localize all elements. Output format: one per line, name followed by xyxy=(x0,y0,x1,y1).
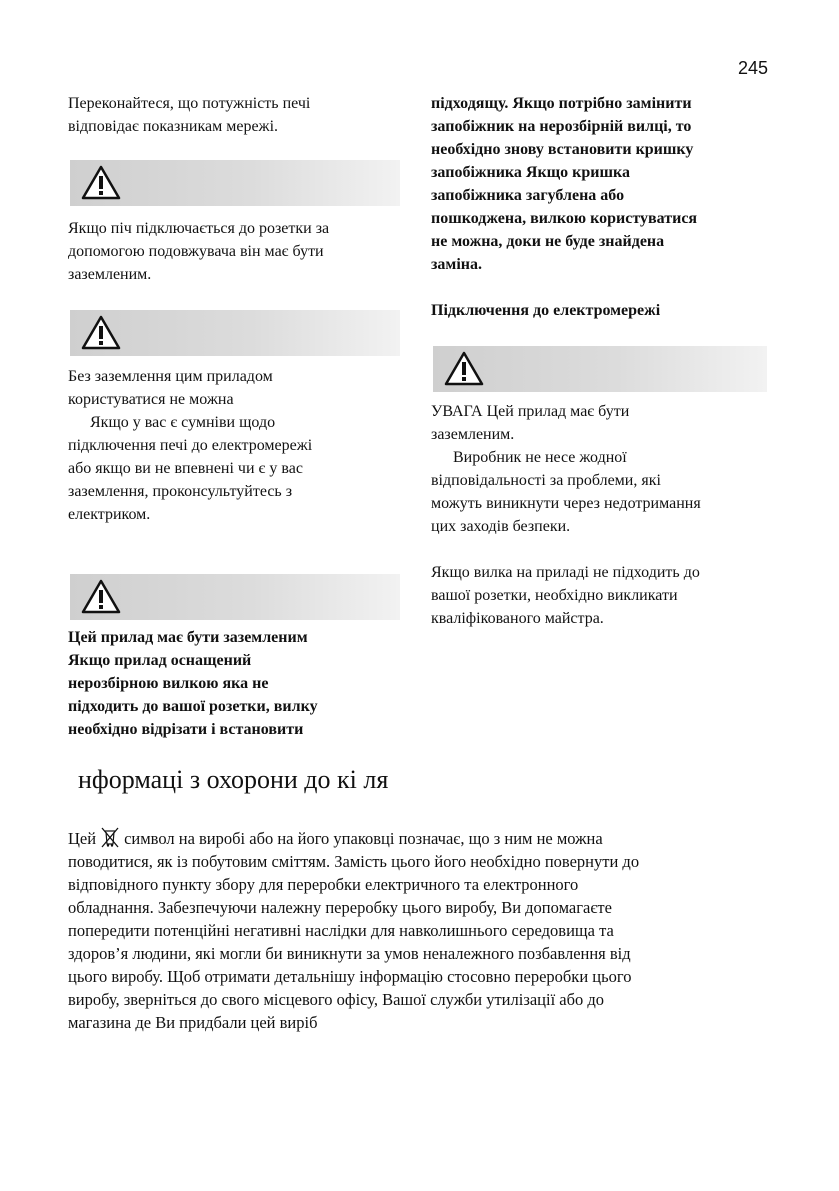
text-line: відповідного пункту збору для переробки електричного та електронного xyxy=(68,875,579,894)
warning-bar-1 xyxy=(70,160,400,206)
text-line: можуть виникнути через недотримання xyxy=(431,495,701,512)
text-line: попередити потенційні негативні наслідки для навколишнього середовища та xyxy=(68,921,614,940)
text-line: обладнання. Забезпечуючи належну переробку цього виробу, Ви допомагаєте xyxy=(68,898,612,917)
left-para-power xyxy=(68,92,408,138)
text-line: заміна. xyxy=(431,256,482,273)
text-line: відповідальності за проблеми, які xyxy=(431,472,661,489)
text-line: відповідає показникам мережі. xyxy=(68,118,279,135)
warning-1-text xyxy=(68,217,408,286)
environment-heading: нформаці з охорони до кі ля xyxy=(78,765,389,794)
warning-bar-2 xyxy=(70,310,400,356)
text-line: вашої розетки, необхідно викликати xyxy=(431,587,678,604)
text-line: Якщо у вас є сумніви щодо xyxy=(90,414,276,431)
text-line: Цей прилад має бути заземленим xyxy=(68,629,308,646)
text-line: цього виробу. Щоб отримати детальнішу інформацію стосовно переробки цього xyxy=(68,967,632,986)
text-line: нерозбірною вилкою яка не xyxy=(68,675,269,692)
text-line: або якщо ви не впевнені чи є у вас xyxy=(68,460,303,477)
section-subheading: Підключення до електромережі xyxy=(431,302,661,319)
text-line: не можна, доки не буде знайдена xyxy=(431,233,665,250)
text-line: поводитися, як із побутовим сміттям. Замість цього його необхідно повернути до xyxy=(68,852,640,871)
warning-triangle-icon xyxy=(80,314,122,352)
text-line: цих заходів безпеки. xyxy=(431,518,571,535)
crossed-bin-icon xyxy=(100,826,120,848)
text-line: заземлення, проконсультуйтесь з xyxy=(68,483,293,500)
text-line: заземленим. xyxy=(68,266,152,283)
warning-bar-4 xyxy=(433,346,767,392)
warning-triangle-icon xyxy=(443,350,485,388)
warning-bar-3 xyxy=(70,574,400,620)
text-line: виробу, зверніться до свого місцевого офісу, Вашої служби утилізації або до xyxy=(68,990,605,1009)
text-line: Якщо піч підключається до розетки за xyxy=(68,220,330,237)
text-line: Виробник не несе жодної xyxy=(453,449,627,466)
text-span: Цей xyxy=(68,829,97,848)
warning-4-text xyxy=(431,400,776,538)
text-line: запобіжника загублена або xyxy=(431,187,625,204)
text-line: пошкоджена, вилкою користуватися xyxy=(431,210,698,227)
warning-triangle-icon xyxy=(80,578,122,616)
warning-2-text xyxy=(68,365,408,526)
text-line: Якщо прилад оснащений xyxy=(68,652,252,669)
text-line: Без заземлення цим приладом xyxy=(68,368,273,385)
text-line: користуватися не можна xyxy=(68,391,234,408)
text-line: необхідно відрізати і встановити xyxy=(68,721,304,738)
text-line: електриком. xyxy=(68,506,151,523)
text-line: здоров’я людини, які могли би виникнути за умов неналежного позбавлення від xyxy=(68,944,631,963)
environment-paragraph xyxy=(68,826,780,1034)
text-line: магазина де Ви придбали цей виріб xyxy=(68,1013,318,1032)
warning-triangle-icon xyxy=(80,164,122,202)
text-line: підходить до вашої розетки, вилку xyxy=(68,698,318,715)
plug-paragraph xyxy=(431,561,776,630)
text-line: підходящу. Якщо потрібно замінити xyxy=(431,95,692,112)
text-line: Якщо вилка на приладі не підходить до xyxy=(431,564,700,581)
text-line: підключення печі до електромережі xyxy=(68,437,313,454)
text-line xyxy=(68,826,780,850)
text-line: запобіжник на нерозбірній вилці, то xyxy=(431,118,692,135)
text-line: необхідно знову встановити кришку xyxy=(431,141,694,158)
text-line: допомогою подовжувача він має бути xyxy=(68,243,324,260)
warning-3-text xyxy=(68,626,413,741)
text-line: заземленим. xyxy=(431,426,515,443)
right-bold-continuation xyxy=(431,92,776,276)
text-line: запобіжника Якщо кришка xyxy=(431,164,630,181)
text-line: Переконайтеся, що потужність печі xyxy=(68,95,311,112)
text-line: кваліфікованого майстра. xyxy=(431,610,604,627)
page-number: 245 xyxy=(738,58,769,78)
text-span: символ на виробі або на його упаковці позначає, що з ним не можна xyxy=(124,829,603,848)
text-line: УВАГА Цей прилад має бути xyxy=(431,403,630,420)
